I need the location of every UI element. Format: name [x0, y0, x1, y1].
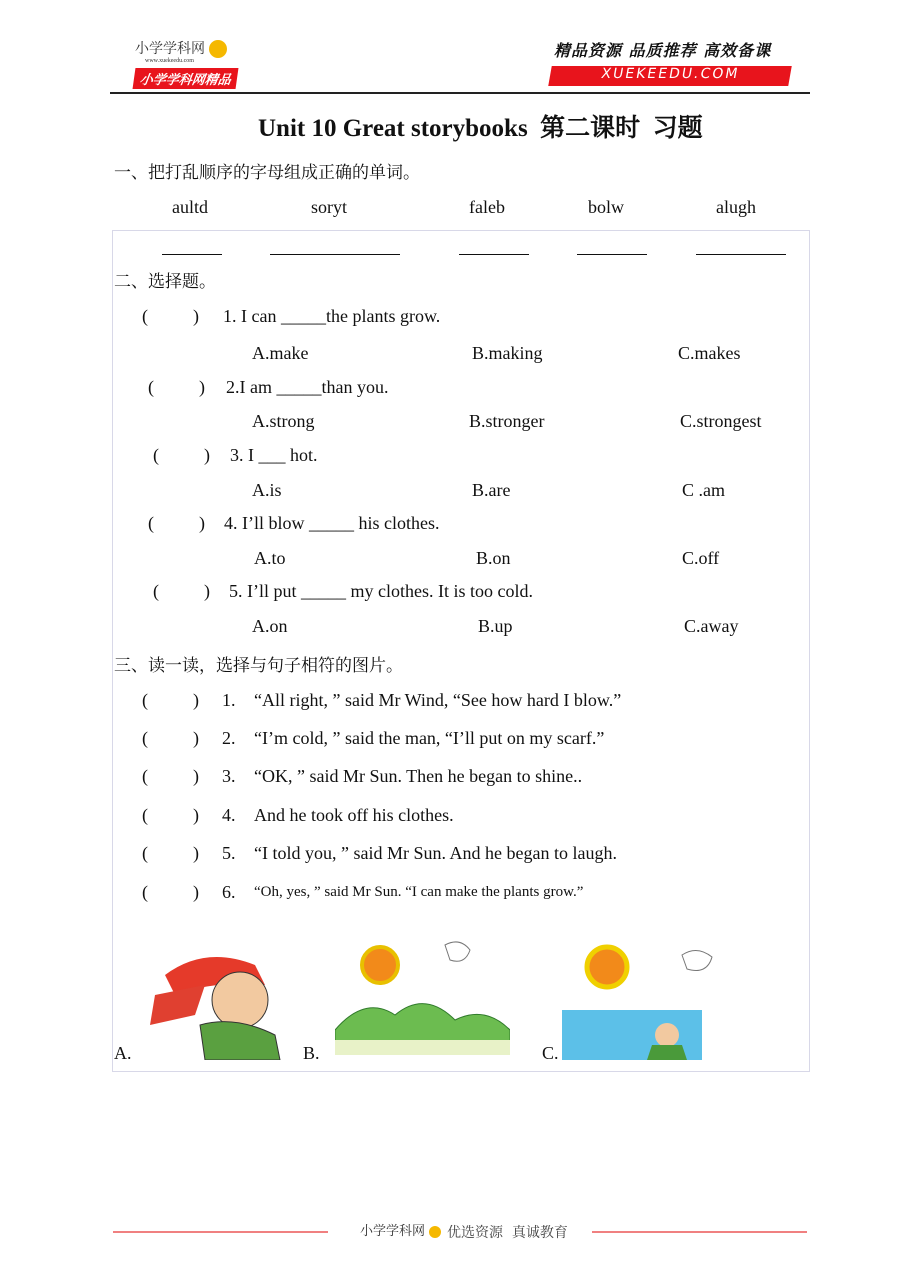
- item-number: 1.: [222, 690, 236, 710]
- site-logo: [135, 38, 227, 64]
- picture-b-sun-and-plants[interactable]: [335, 935, 510, 1060]
- option[interactable]: C.strongest: [680, 411, 762, 431]
- answer-paren[interactable]: ( ): [148, 377, 205, 397]
- picture-a-man-in-wind[interactable]: [145, 935, 300, 1060]
- item-number: 3.: [222, 766, 236, 786]
- answer-paren[interactable]: ( ): [142, 843, 199, 863]
- option[interactable]: C.off: [682, 548, 720, 568]
- option[interactable]: B.up: [478, 616, 513, 636]
- option[interactable]: C.away: [684, 616, 739, 636]
- footer-logo-text: 小学学科网: [360, 1224, 426, 1239]
- option[interactable]: A.strong: [252, 411, 315, 431]
- answer-blank[interactable]: [270, 254, 400, 255]
- answer-paren[interactable]: ( ): [153, 445, 210, 465]
- option[interactable]: A.on: [252, 616, 288, 636]
- logo-text: 小学学科网: [135, 41, 205, 57]
- sentence: And he took off his clothes.: [254, 805, 454, 825]
- section3-heading: 三、读一读，选择与句子相符的图片。: [114, 656, 403, 676]
- item-number: 4.: [222, 805, 236, 825]
- option[interactable]: A.make: [252, 343, 309, 363]
- scrambled-word: soryt: [311, 197, 347, 217]
- answer-paren[interactable]: ( ): [142, 306, 199, 326]
- page-title: Unit 10 Great storybooks 第二课时 习题: [258, 115, 703, 142]
- answer-paren[interactable]: ( ): [142, 805, 199, 825]
- answer-paren[interactable]: ( ): [142, 690, 199, 710]
- option[interactable]: B.making: [472, 343, 543, 363]
- question-stem: 2.I am _____than you.: [226, 377, 389, 397]
- footer-slogan: 优选资源 真诚教育: [447, 1225, 568, 1241]
- scrambled-word: faleb: [469, 197, 505, 217]
- option[interactable]: C.makes: [678, 343, 741, 363]
- item-number: 5.: [222, 843, 236, 863]
- picture-label: A.: [114, 1043, 132, 1063]
- question-stem: 5. I’ll put _____ my clothes. It is too cold.: [229, 581, 533, 601]
- mascot-icon: [429, 1226, 441, 1238]
- picture-label: B.: [303, 1043, 320, 1063]
- section2-heading: 二、选择题。: [114, 272, 216, 292]
- question-stem: 3. I ___ hot.: [230, 445, 318, 465]
- answer-paren[interactable]: ( ): [142, 766, 199, 786]
- sentence: “I’m cold, ” said the man, “I’ll put on my scarf.”: [254, 728, 605, 748]
- option[interactable]: B.stronger: [469, 411, 545, 431]
- sentence: “I told you, ” said Mr Sun. And he began to laugh.: [254, 843, 617, 863]
- answer-blank[interactable]: [696, 254, 786, 255]
- picture-label: C.: [542, 1043, 559, 1063]
- section1-heading: 一、把打乱顺序的字母组成正确的单词。: [114, 163, 420, 183]
- question-stem: 1. I can _____the plants grow.: [223, 306, 441, 326]
- mascot-icon: [209, 40, 227, 58]
- scrambled-word: bolw: [588, 197, 624, 217]
- option[interactable]: B.on: [476, 548, 511, 568]
- footer-line-left: [113, 1231, 328, 1233]
- answer-paren[interactable]: ( ): [142, 882, 199, 902]
- option[interactable]: C .am: [682, 480, 725, 500]
- footer-line-right: [592, 1231, 807, 1233]
- right-tag-text: XUEKEEDU.COM: [599, 66, 741, 82]
- sentence: “Oh, yes, ” said Mr Sun. “I can make the plants grow.”: [254, 884, 584, 900]
- logo-url: www.xuekeedu.com: [145, 58, 194, 65]
- answer-paren[interactable]: ( ): [153, 581, 210, 601]
- item-number: 2.: [222, 728, 236, 748]
- sentence: “All right, ” said Mr Wind, “See how hard I blow.”: [254, 690, 622, 710]
- right-tag: [548, 66, 792, 86]
- footer-logo: [360, 1220, 441, 1239]
- answer-blank[interactable]: [577, 254, 647, 255]
- sentence: “OK, ” said Mr Sun. Then he began to shine..: [254, 766, 583, 786]
- item-number: 6.: [222, 882, 236, 902]
- option[interactable]: A.to: [254, 548, 286, 568]
- scrambled-word: alugh: [716, 197, 756, 217]
- picture-c-sun-and-man[interactable]: [562, 935, 732, 1060]
- left-tag: 小学学科网精品: [133, 68, 239, 89]
- option[interactable]: B.are: [472, 480, 511, 500]
- answer-blank[interactable]: [162, 254, 222, 255]
- answer-paren[interactable]: ( ): [142, 728, 199, 748]
- header-divider: [110, 92, 810, 94]
- answer-blank[interactable]: [459, 254, 529, 255]
- question-stem: 4. I’ll blow _____ his clothes.: [224, 513, 440, 533]
- slogan: 精品资源 品质推荐 高效备课: [554, 41, 772, 60]
- option[interactable]: A.is: [252, 480, 282, 500]
- answer-paren[interactable]: ( ): [148, 513, 205, 533]
- scrambled-word: aultd: [172, 197, 208, 217]
